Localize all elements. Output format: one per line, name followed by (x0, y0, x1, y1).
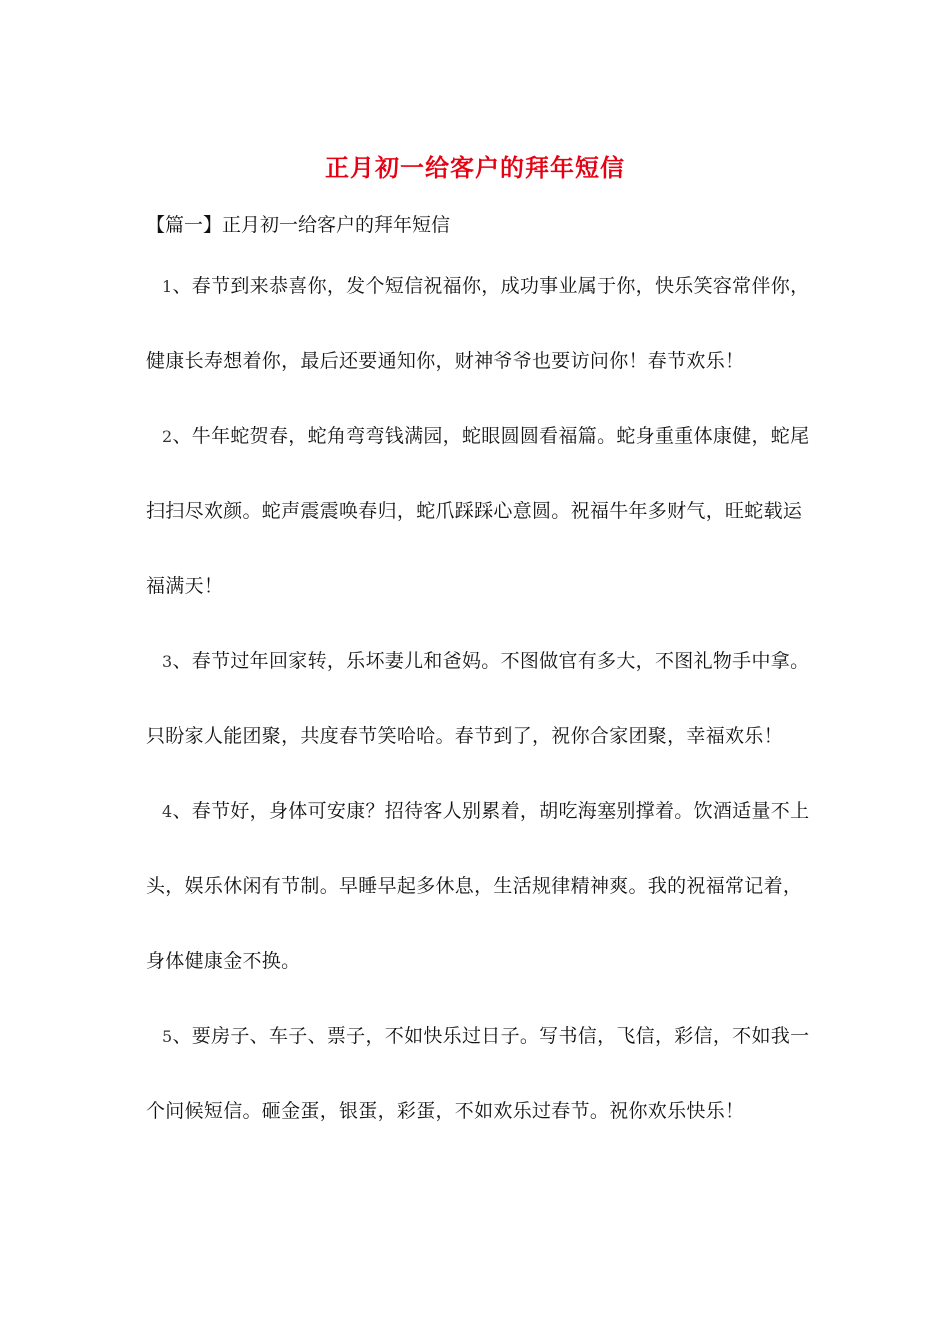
paragraph-4 (146, 791, 814, 981)
paragraph-line (146, 266, 814, 306)
paragraph-text: 、牛年蛇贺春，蛇角弯弯钱满园，蛇眼圆圆看福篇。蛇身重重体康健，蛇尾 (172, 425, 810, 447)
paragraph-text: 、春节到来恭喜你，发个短信祝福你，成功事业属于你，快乐笑容常伴你， (172, 275, 810, 297)
document-title: 正月初一给客户的拜年短信 (325, 153, 625, 182)
paragraph-line: 福满天！ (146, 575, 224, 597)
paragraph-2 (146, 416, 814, 606)
paragraph-text: 、要房子、车子、票子，不如快乐过日子。写书信，飞信，彩信，不如我一 (172, 1025, 810, 1047)
paragraph-text: 、春节过年回家转，乐坏妻儿和爸妈。不图做官有多大，不图礼物手中拿。 (172, 650, 810, 672)
paragraph-3 (146, 641, 814, 756)
paragraph-number: 4 (162, 802, 173, 821)
paragraph-line: 身体健康金不换。 (146, 950, 301, 972)
paragraph-5 (146, 1016, 814, 1131)
paragraph-line: 健康长寿想着你，最后还要通知你，财神爷爷也要访问你！春节欢乐！ (146, 350, 745, 372)
paragraph-number: 3 (162, 652, 173, 671)
paragraph-number: 1 (162, 277, 173, 296)
paragraph-number: 2 (162, 427, 173, 446)
paragraph-line (146, 1016, 814, 1056)
paragraph-number: 5 (162, 1027, 173, 1046)
paragraph-line: 个问候短信。砸金蛋，银蛋，彩蛋，不如欢乐过春节。祝你欢乐快乐！ (146, 1100, 745, 1122)
paragraph-text: 、春节好，身体可安康？招待客人别累着，胡吃海塞别撑着。饮酒适量不上 (172, 800, 810, 822)
paragraph-line (146, 641, 814, 681)
section-heading: 【篇一】正月初一给客户的拜年短信 (146, 214, 451, 236)
document-body (146, 266, 814, 1131)
paragraph-line: 扫扫尽欢颜。蛇声震震唤春归，蛇爪踩踩心意圆。祝福牛年多财气，旺蛇载运 (146, 500, 803, 522)
paragraph-line (146, 416, 814, 456)
paragraph-line (146, 791, 814, 831)
paragraph-line: 只盼家人能团聚，共度春节笑哈哈。春节到了，祝你合家团聚，幸福欢乐！ (146, 725, 783, 747)
paragraph-1 (146, 266, 814, 381)
paragraph-line: 头，娱乐休闲有节制。早睡早起多休息，生活规律精神爽。我的祝福常记着， (146, 875, 803, 897)
